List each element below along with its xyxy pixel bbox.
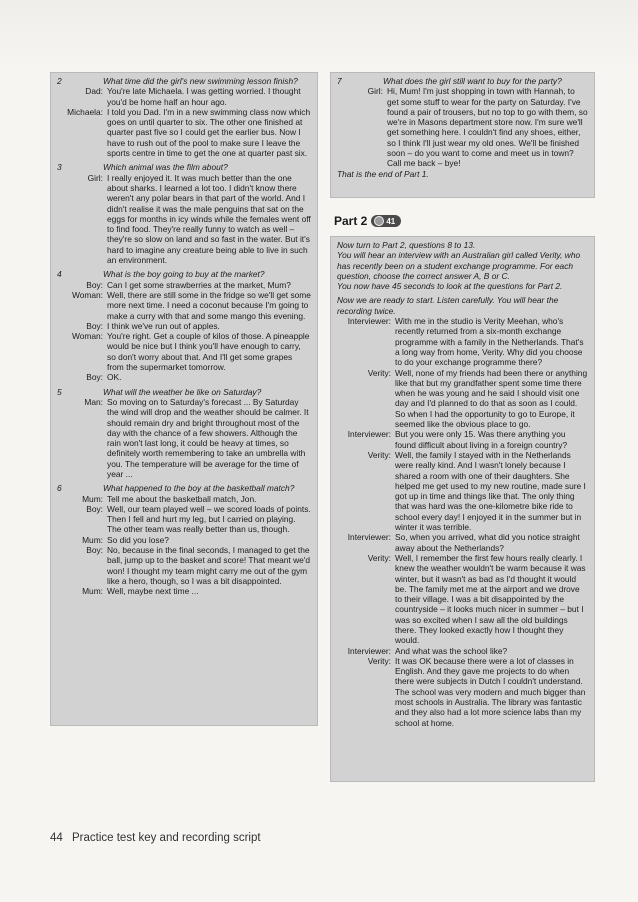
dialogue-line xyxy=(57,280,311,290)
audio-track-badge xyxy=(371,215,401,227)
speaker-label: Boy: xyxy=(86,279,103,290)
dialogue-line xyxy=(57,173,311,266)
question-number: 5 xyxy=(57,386,62,397)
speaker-label: Mum: xyxy=(82,586,103,597)
question-text: What time did the girl's new swimming lesson finish? xyxy=(103,76,298,86)
dialogue-line xyxy=(337,368,588,430)
question-prompt xyxy=(337,76,588,86)
dialogue-text: Can I get some strawberries at the market, Mum? xyxy=(107,279,291,290)
speaker-label: Woman: xyxy=(71,289,103,300)
question-number: 2 xyxy=(57,76,62,86)
speaker-label: Boy: xyxy=(86,503,103,514)
dialogue-text: I think we've run out of apples. xyxy=(107,320,220,331)
dialogue-line xyxy=(57,331,311,372)
speaker-label: Interviewer: xyxy=(347,429,391,440)
dialogue-line xyxy=(337,646,588,656)
dialogue-text: So did you lose? xyxy=(107,534,169,545)
question-number: 7 xyxy=(337,76,342,86)
question-text: Which animal was the film about? xyxy=(103,162,228,173)
dialogue-line xyxy=(337,656,588,728)
dialogue-line xyxy=(337,553,588,646)
instruction-text: You will hear an interview with an Australian girl called Verity, who has recently been on a student exchange programme. For each question, choose the correct answer A, B or C. xyxy=(337,250,581,281)
question-text: What does the girl still want to buy for the party? xyxy=(383,76,562,86)
speaker-label: Verity: xyxy=(367,552,391,563)
page-footer xyxy=(50,832,261,844)
dialogue-text: I really enjoyed it. It was much better than the one about sharks. I learned a lot too. I didn't know there weren't any polar bears in that part of the world. And I didn't realise it was the male penguins that sat on the eggs for months in icy winds while the females went off to find food. They're really funny to watch as well – they're so slow on land and so fast in the water. But it's hard to imagine any creature being able to live in such an environment. xyxy=(107,172,311,266)
question-number: 4 xyxy=(57,269,62,280)
dialogue-text: So, when you arrived, what did you notice straight away about the Netherlands? xyxy=(395,532,580,553)
left-transcript-column xyxy=(50,72,318,726)
dialogue-text: Hi, Mum! I'm just shopping in town with Hannah, to get some stuff to wear for the party on Saturday. I've found a pair of trousers, but no top to go with them, so we're in Masons department store now. I'm sure we'll get something here. I couldn't find any shoes, either, so I think I'll just wear my old ones. We'll be finished soon – do you want to come and meet us in town? Call me back – bye! xyxy=(387,86,588,169)
dialogue-text: You're right. Get a couple of kilos of those. A pineapple would be nice but I think you'll have enough to carry, so don't worry about that. And I'll get some grapes from the supermarket tomorrow. xyxy=(107,331,310,373)
dialogue-text: So moving on to Saturday's forecast ... By Saturday the wind will drop and the weather should be calmer. It should remain dry and bright throughout most of the day with the chance of a few showers. Although the rain won't last long, it could be heavy at times, so definitely worth remembering to take an umbrella with you. The temperature will be average for the time of year ... xyxy=(107,396,309,479)
dialogue-text: I told you Dad. I'm in a new swimming class now which goes on until quarter to six. The other one finished at quarter past five so I could get the earlier bus. Now I have to rush out of the pool to make sure I leave the sports centre in time to get the one at quarter past six. xyxy=(107,106,311,159)
dialogue-line xyxy=(57,86,311,107)
instruction-text: You now have 45 seconds to look at the questions for Part 2. xyxy=(337,281,563,292)
speaker-label: Verity: xyxy=(367,655,391,666)
question-number: 3 xyxy=(57,162,62,173)
track-number: 41 xyxy=(386,216,396,226)
question-number: 6 xyxy=(57,483,62,494)
right-top-transcript xyxy=(330,72,595,198)
instruction-text: Now we are ready to start. Listen carefully. You will hear the recording twice. xyxy=(337,295,559,316)
dialogue-line xyxy=(57,397,311,479)
speaker-label: Verity: xyxy=(367,449,391,460)
scan-background xyxy=(0,0,638,70)
dialogue-text: Well, there are still some in the fridge so we'll get some more next time. I need a coconut because I'm going to make a curry with that and some mango this evening. xyxy=(107,289,311,321)
dialogue-text: OK. xyxy=(107,372,122,383)
speaker-label: Boy: xyxy=(86,320,103,331)
speaker-label: Michaela: xyxy=(67,106,103,117)
page-number: 44 xyxy=(50,832,63,844)
dialogue-text: Well, the family I stayed with in the Netherlands were really kind. And I wasn't lonely because I shared a room with one of their daughters. She helped me get used to my new routine, made sure I got up in time and things like that. The only thing that was hard was the one-kilometre bike ride to school every day! I enjoyed it in the summer but in winter it was terrible. xyxy=(395,449,586,533)
question-text: What is the boy going to buy at the market? xyxy=(103,269,265,280)
speaker-label: Mum: xyxy=(82,534,103,545)
question-text: What will the weather be like on Saturday? xyxy=(103,386,262,397)
footer-title: Practice test key and recording script xyxy=(72,832,261,844)
dialogue-line xyxy=(57,535,311,545)
part2-header xyxy=(334,214,401,228)
speaker-label: Boy: xyxy=(86,372,103,383)
part2-title: Part 2 xyxy=(334,214,368,228)
dialogue-text: With me in the studio is Verity Meehan, who's recently returned from a six-month exchange programme with a family in the Netherlands. That's a long way from home, Verity. Why did you choose to do your exchange programme there? xyxy=(395,316,584,368)
dialogue-line xyxy=(57,372,311,382)
speaker-label: Man: xyxy=(84,396,103,407)
dialogue-line xyxy=(57,290,311,321)
dialogue-text: Well, our team played well – we scored loads of points. Then I fell and hurt my leg, but I carried on playing. The other team was really better than us, though. xyxy=(107,503,311,535)
speaker-label: Interviewer: xyxy=(347,532,391,543)
question-prompt xyxy=(57,162,311,172)
dialogue-line xyxy=(57,494,311,504)
question-prompt xyxy=(57,387,311,397)
speaker-label: Interviewer: xyxy=(347,645,391,656)
question-prompt xyxy=(57,483,311,493)
instruction-text: Now turn to Part 2, questions 8 to 13. xyxy=(337,240,476,250)
dialogue-text: You're late Michaela. I was getting worried. I thought you'd be home half an hour ago. xyxy=(107,86,301,107)
dialogue-line xyxy=(337,429,588,450)
speaker-label: Girl: xyxy=(367,86,383,97)
dialogue-text: It was OK because there were a lot of classes in English. And they gave me projects to do when there were subjects in Dutch I couldn't understand. The school was very modern and much bigger than most schools in Australia. The library was fantastic and they also had a lot more science labs than my school at home. xyxy=(395,655,586,728)
speaker-label: Dad: xyxy=(85,86,103,97)
dialogue-text: But you were only 15. Was there anything you found difficult about living in a foreign country? xyxy=(395,429,568,450)
speaker-label: Verity: xyxy=(367,367,391,378)
dialogue-text: Well, none of my friends had been there or anything like that but my grandfather spent some time there when he was young and he said I should visit one day and I'd planned to do that as soon as I could. So when I had the opportunity to go to Europe, it seemed like the obvious place to go. xyxy=(395,367,588,430)
speaker-label: Woman: xyxy=(71,331,103,342)
speaker-label: Interviewer: xyxy=(347,316,391,327)
speaker-label: Girl: xyxy=(87,172,103,183)
question-text: What happened to the boy at the basketball match? xyxy=(103,483,295,494)
dialogue-text: And what was the school like? xyxy=(395,645,508,656)
dialogue-line xyxy=(57,586,311,596)
instruction-text: That is the end of Part 1. xyxy=(337,168,429,179)
cd-icon xyxy=(374,216,384,226)
dialogue-line xyxy=(57,107,311,158)
dialogue-line xyxy=(337,316,588,367)
dialogue-text: Well, I remember the first few hours really clearly. I knew the weather wouldn't be warm because it was winter, but it wasn't as bad as I'd thought it would be. The family met me at the airport and we drove to their village. I was a bit disappointed by the countryside – it looks much nicer in summer – but I was so excited when I saw all the old buildings there. They looked exactly how I thought they would. xyxy=(395,552,586,646)
dialogue-line xyxy=(57,321,311,331)
dialogue-line xyxy=(57,545,311,586)
dialogue-line xyxy=(57,504,311,535)
right-bottom-transcript xyxy=(330,236,595,782)
dialogue-line xyxy=(337,86,588,168)
dialogue-text: Tell me about the basketball match, Jon. xyxy=(107,493,257,504)
dialogue-line xyxy=(337,532,588,553)
question-prompt xyxy=(57,269,311,279)
speaker-label: Mum: xyxy=(82,493,103,504)
question-prompt xyxy=(57,76,311,86)
dialogue-text: Well, maybe next time ... xyxy=(107,586,199,597)
speaker-label: Boy: xyxy=(86,545,103,556)
dialogue-line xyxy=(337,450,588,532)
dialogue-text: No, because in the final seconds, I managed to get the ball, jump up to the basket and score! That meant we'd won! I thought my team might carry me out of the gym like a hero, though, so I was a bit disappointed. xyxy=(107,545,311,586)
